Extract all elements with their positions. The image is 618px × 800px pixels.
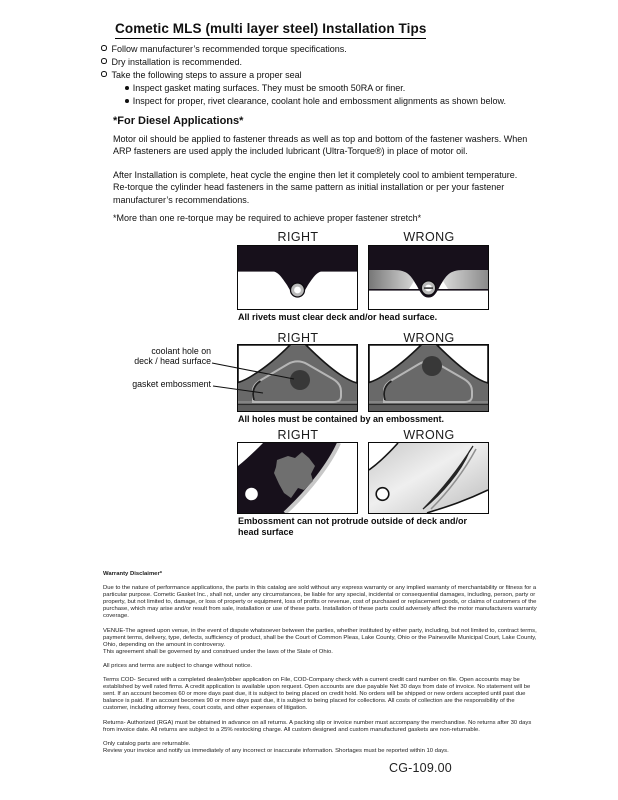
wrong-label: WRONG bbox=[403, 331, 455, 345]
rivet-right-diagram bbox=[237, 245, 358, 310]
tip-text: Take the following steps to assure a proper seal bbox=[111, 70, 302, 80]
legal-paragraph: Terms COD- Secured with a completed dealer/jobber application on File, COD-Company check with a current credit card number on file. Open accounts may be established by well rated firms. A credit application is available upon request. Open accounts are due payable Net 30 days from date of invoice. No statement will be sent. If an account becomes 60 or more days past due, it is subject to being placed on credit hold. No orders will be shipped or new orders accepted until past due balance is paid. If an account becomes 90 or more days past due, it is subject to being placed for collections. All costs of collection are the responsibility of the customer, including attorney fees, court costs, and other expenses of litigation. bbox=[103, 677, 531, 712]
list-item bbox=[125, 95, 506, 108]
page-title: Cometic MLS (multi layer steel) Installation Tips bbox=[115, 21, 426, 39]
diesel-paragraph-2: After Installation is complete, heat cycle the engine then let it completely cool to ambient temperature. Re-torque the cylinder head fasteners in the same pattern as initial installation or per your fastener manufacturer’s recommendations. bbox=[113, 170, 518, 205]
figure-caption: Embossment can not protrude outside of deck and/or head surface bbox=[238, 516, 468, 537]
document-code: CG-109.00 bbox=[389, 761, 452, 775]
list-item bbox=[101, 56, 506, 69]
embossment-wrong-diagram bbox=[368, 344, 489, 412]
figure-embossment-protrusion bbox=[237, 428, 497, 543]
open-bullet-icon bbox=[101, 58, 107, 64]
diesel-heading: *For Diesel Applications* bbox=[113, 115, 244, 127]
right-label: RIGHT bbox=[277, 331, 319, 345]
figure-caption: All rivets must clear deck and/or head surface. bbox=[238, 312, 438, 322]
legal-paragraph: Due to the nature of performance applications, the parts in this catalog are sold without any express warranty or any implied warranty of merchantability or fitness for a particular purpose. Cometic Gasket Inc., shall not, under any circumstances, be liable for any special, incidental or consequential damages, including, person, party or property, but not limited to, damage, or loss of property or equipment, loss of profits or revenue, cost of purchased or replacement goods, or claims of customers of the purchase, which may arise and/or result from sale, installation or use of these parts. Installation of these parts could adversely affect the motor manufacturers warranty coverage. bbox=[103, 585, 537, 620]
legal-paragraph: All prices and terms are subject to change without notice. bbox=[103, 662, 252, 669]
legal-paragraph: Only catalog parts are returnable. Review your invoice and notify us immediately of any incorrect or inaccurate information. Shortages must be reported within 10 days. bbox=[103, 740, 449, 754]
open-bullet-icon bbox=[101, 71, 107, 77]
wrong-label: WRONG bbox=[403, 428, 455, 442]
retorque-note: *More than one re-torque may be required to achieve proper fastener stretch* bbox=[113, 213, 422, 223]
tip-text: Follow manufacturer’s recommended torque specifications. bbox=[111, 44, 347, 54]
legal-paragraph: VENUE-The agreed upon venue, in the event of dispute whatsoever between the parties, whether instituted by either party, including, but not limited to, contract terms, payment terms, delivery, type, defects, sufficiency of product, shall be the Court of Common Pleas, Lake County, Ohio or the Painesville Municipal Court, Lake County, Ohio, depending on the amount in controversy. This agreement shall be governed by and construed under the laws of the State of Ohio. bbox=[103, 627, 537, 655]
filled-bullet-icon bbox=[125, 99, 129, 103]
legal-paragraph: Returns- Authorized (RGA) must be obtained in advance on all returns. A packing slip or invoice number must accompany the merchandise. No returns after 30 days from invoice date. All returns are subject to a 25% restocking charge. All custom designed and custom manufactured gaskets are non-returnable. bbox=[103, 719, 532, 733]
protrusion-wrong-diagram bbox=[368, 442, 489, 514]
right-label: RIGHT bbox=[277, 230, 319, 244]
diesel-paragraph-1: Motor oil should be applied to fastener threads as well as top and bottom of the fastener washers. When ARP fasteners are used apply the included lubricant (Ultra-Torque®) in place of motor oil. bbox=[113, 134, 528, 157]
list-item bbox=[101, 69, 506, 82]
legal-disclaimer bbox=[103, 571, 540, 755]
filled-bullet-icon bbox=[125, 86, 129, 90]
coolant-hole-annotation: coolant hole on deck / head surface bbox=[134, 346, 211, 367]
right-label: RIGHT bbox=[277, 428, 319, 442]
tip-text: Inspect for proper, rivet clearance, coolant hole and embossment alignments as shown below. bbox=[132, 96, 507, 106]
annotation-leader-lines bbox=[205, 355, 305, 400]
figure-caption: All holes must be contained by an embossment. bbox=[238, 414, 445, 424]
gasket-embossment-annotation: gasket embossment bbox=[132, 379, 211, 389]
legal-heading: Warranty Disclaimer* bbox=[103, 571, 163, 577]
rivet-wrong-diagram bbox=[368, 245, 489, 310]
wrong-label: WRONG bbox=[403, 230, 455, 244]
figure-rivet-clearance bbox=[237, 230, 497, 330]
protrusion-right-diagram bbox=[237, 442, 358, 514]
tip-text: Dry installation is recommended. bbox=[111, 57, 243, 67]
open-bullet-icon bbox=[101, 45, 107, 51]
tip-text: Inspect gasket mating surfaces. They must be smooth 50RA or finer. bbox=[132, 83, 406, 93]
list-item bbox=[125, 82, 506, 95]
list-item bbox=[101, 43, 506, 56]
installation-tips-list bbox=[101, 43, 506, 108]
